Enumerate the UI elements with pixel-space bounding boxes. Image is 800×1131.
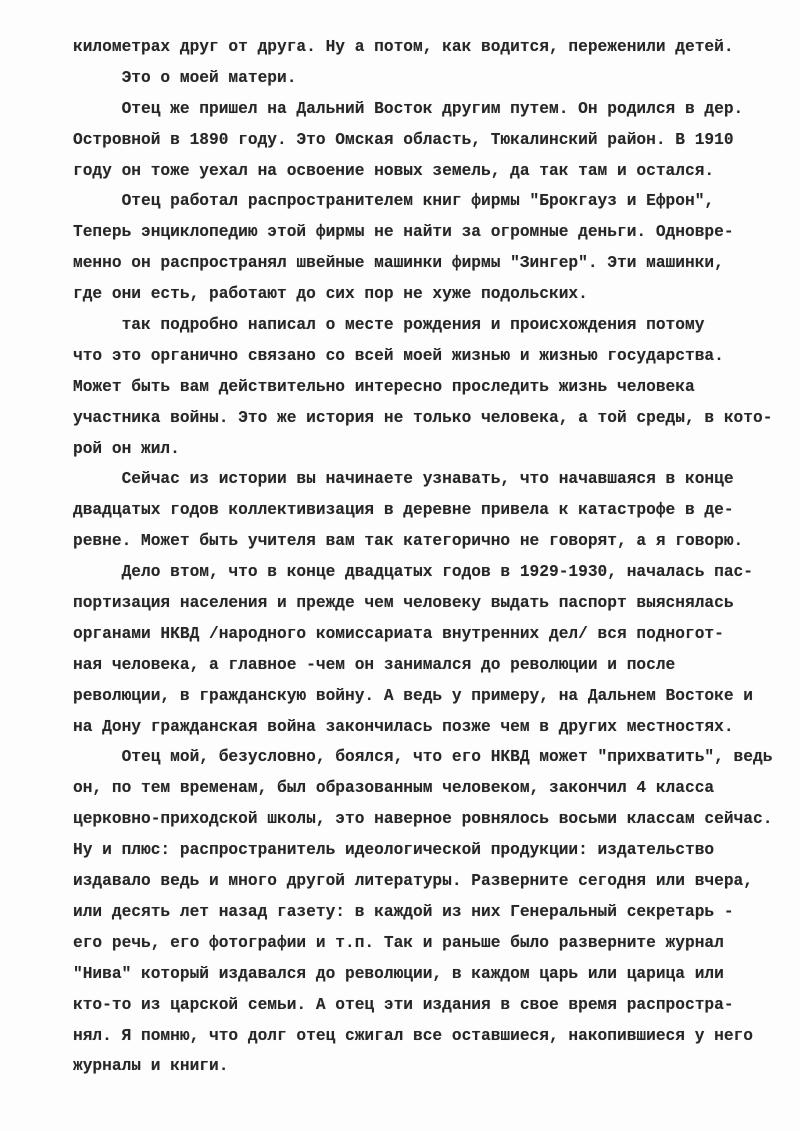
text-line: Это о моей матери. (73, 68, 297, 87)
text-line: ревне. Может быть учителя вам так категорично не говорят, а я говорю. (73, 532, 744, 551)
text-line: участника войны. Это же история не только человека, а той среды, в кото- (73, 408, 773, 427)
text-line: его речь, его фотографии и т.п. Так и раньше было разверните журнал (73, 933, 724, 952)
text-line: на Дону гражданская война закончилась позже чем в других местностях. (73, 717, 734, 736)
document-text (73, 32, 772, 1082)
text-line: так подробно написал о месте рождения и происхождения потому (73, 316, 705, 335)
text-line: Сейчас из истории вы начинаете узнавать, что начавшаяся в конце (73, 470, 734, 489)
text-line: менно он распространял швейные машинки фирмы "Зингер". Эти машинки, (73, 254, 724, 273)
text-line: кто-то из царской семьи. А отец эти издания в свое время распростра- (73, 995, 734, 1014)
text-line: церковно-приходской школы, это наверное ровнялось восьми классам сейчас. (73, 810, 773, 829)
text-line: Может быть вам действительно интересно проследить жизнь человека (73, 377, 695, 396)
text-line: что это органично связано со всей моей жизнью и жизнью государства. (73, 346, 724, 365)
text-line: ная человека, а главное -чем он занимался до революции и после (73, 655, 676, 674)
text-line: году он тоже уехал на освоение новых земель, да так там и остался. (73, 161, 715, 180)
text-line: Отец мой, безусловно, боялся, что его НКВД может "прихватить", ведь (73, 748, 773, 767)
text-line: он, по тем временам, был образованным человеком, закончил 4 класса (73, 779, 715, 798)
text-line: рой он жил. (73, 439, 180, 458)
text-line: где они есть, работают до сих пор не хуже подольских. (73, 285, 588, 304)
text-line: журналы и книги. (73, 1057, 229, 1076)
text-line: органами НКВД /народного комиссариата внутренних дел/ вся подногот- (73, 624, 724, 643)
text-line: Теперь энциклопедию этой фирмы не найти за огромные деньги. Одновре- (73, 223, 734, 242)
text-line: Дело втом, что в конце двадцатых годов в 1929-1930, началась пас- (73, 563, 753, 582)
text-line: или десять лет назад газету: в каждой из них Генеральный секретарь - (73, 902, 734, 921)
text-line: революции, в гражданскую войну. А ведь у примеру, на Дальнем Востоке и (73, 686, 753, 705)
text-line: нял. Я помню, что долг отец сжигал все оставшиеся, накопившиеся у него (73, 1026, 753, 1045)
text-line: Островной в 1890 году. Это Омская область, Тюкалинский район. В 1910 (73, 130, 734, 149)
text-line: Отец работал распространителем книг фирмы "Брокгауз и Ефрон", (73, 192, 715, 211)
text-line: "Нива" который издавался до революции, в каждом царь или царица или (73, 964, 724, 983)
text-line: Ну и плюс: распространитель идеологической продукции: издательство (73, 841, 715, 860)
text-line: Отец же пришел на Дальний Восток другим путем. Он родился в дер. (73, 99, 744, 118)
text-line: портизация населения и прежде чем человеку выдать паспорт выяснялась (73, 594, 734, 613)
text-line: двадцатых годов коллективизация в деревне привела к катастрофе в де- (73, 501, 734, 520)
text-line: километрах друг от друга. Ну а потом, как водится, переженили детей. (73, 38, 734, 56)
text-line: издавало ведь и много другой литературы. Разверните сегодня или вчера, (73, 872, 753, 891)
